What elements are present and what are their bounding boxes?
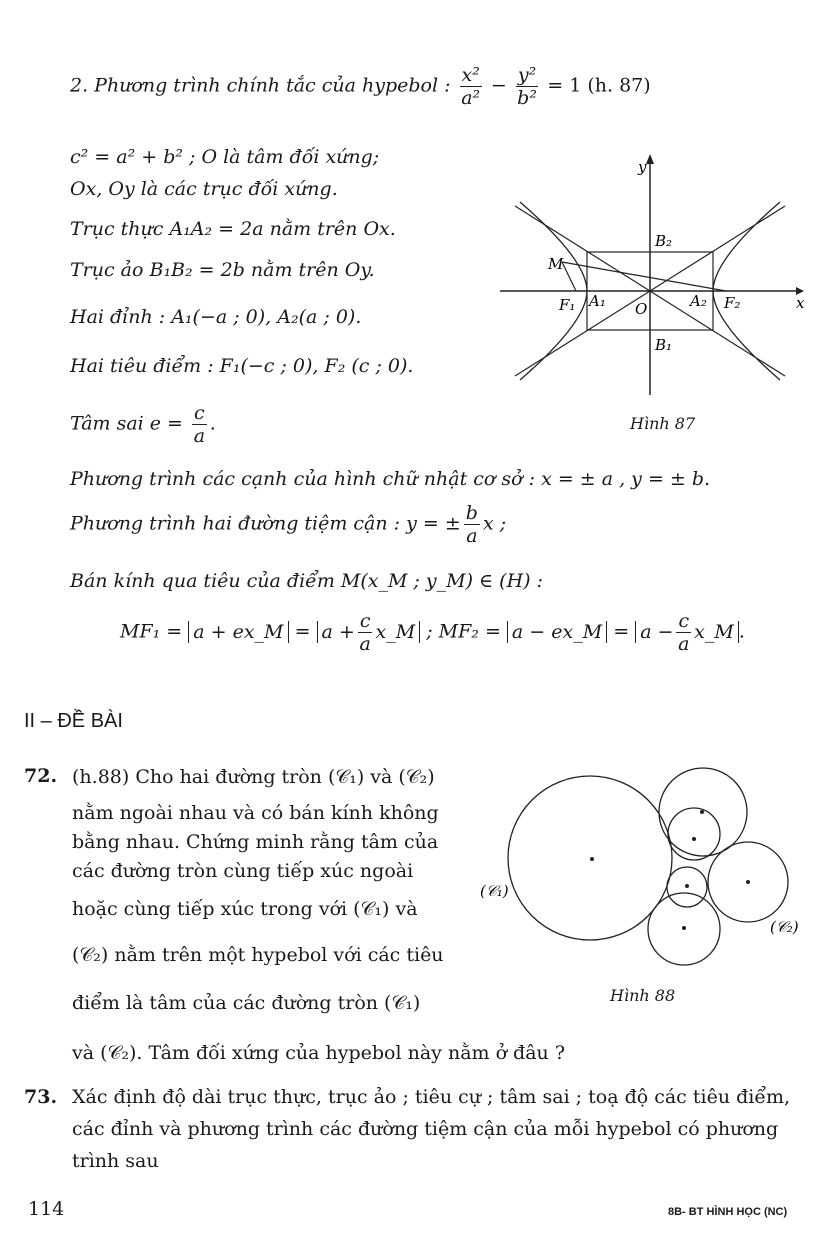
problem-72-line-3: bằng nhau. Chứng minh rằng tâm của bbox=[72, 831, 439, 853]
label-o: O bbox=[635, 300, 648, 318]
center-c2 bbox=[746, 880, 750, 884]
line-vertices: Hai đỉnh : A₁(−a ; 0), A₂(a ; 0). bbox=[70, 306, 362, 328]
asym-denominator: a bbox=[466, 525, 478, 547]
ecc-denominator: a bbox=[193, 425, 206, 447]
ecc-end: . bbox=[209, 412, 216, 435]
focal-radius-formulas bbox=[120, 610, 745, 655]
eccentricity-line bbox=[70, 402, 216, 447]
problem-73-line-1: Xác định độ dài trục thực, trục ảo ; tiêu cự ; tâm sai ; toạ độ các tiêu điểm, bbox=[72, 1086, 791, 1108]
hyperbola-diagram bbox=[500, 150, 810, 400]
figure-87 bbox=[500, 150, 810, 400]
separator: ; bbox=[426, 620, 433, 643]
eccentricity-fraction bbox=[192, 402, 207, 447]
line-foci: Hai tiêu điểm : F₁(−c ; 0), F₂ (c ; 0). bbox=[70, 355, 414, 377]
mf1-fraction bbox=[358, 610, 373, 655]
mf2-abs-1: a − ex_M bbox=[507, 621, 607, 643]
part-2-heading: II – ĐỀ BÀI bbox=[24, 710, 123, 732]
label-f2: F₂ bbox=[724, 294, 741, 312]
asymptotes-line bbox=[70, 502, 506, 547]
eccentricity-label: Tâm sai e = bbox=[70, 412, 183, 435]
problem-72-number: 72. bbox=[24, 765, 58, 787]
label-b2: B₂ bbox=[655, 232, 673, 250]
mf1-frac-den: a bbox=[359, 633, 371, 655]
mf1-label: MF₁ = bbox=[120, 620, 183, 643]
mf2-fraction bbox=[676, 610, 691, 655]
page-number: 114 bbox=[28, 1198, 65, 1220]
asymptote-label: Phương trình hai đường tiệm cận : y = ± bbox=[70, 512, 461, 535]
problem-72-line-1: (h.88) Cho hai đường tròn (𝒞₁) và (𝒞₂) bbox=[72, 766, 435, 788]
rectangle-sides-line: Phương trình các cạnh của hình chữ nhật cơ sở : x = ± a , y = ± b. bbox=[70, 468, 711, 490]
label-f1: F₁ bbox=[559, 296, 576, 314]
problem-72-line-7: điểm là tâm của các đường tròn (𝒞₁) bbox=[72, 992, 421, 1014]
mf2-label: MF₂ = bbox=[438, 620, 501, 643]
asym-numerator: b bbox=[465, 502, 478, 524]
problem-72-line-6: (𝒞₂) nằm trên một hypebol với các tiêu bbox=[72, 944, 444, 966]
line-c-relation: c² = a² + b² ; O là tâm đối xứng; bbox=[70, 146, 380, 168]
problem-73-line-2: các đỉnh và phương trình các đường tiệm cận của mỗi hypebol có phương bbox=[72, 1118, 779, 1140]
focal-line-mf1 bbox=[562, 262, 576, 291]
equals-1: = bbox=[294, 620, 311, 643]
ecc-numerator: c bbox=[194, 402, 205, 424]
label-a1: A₁ bbox=[589, 292, 606, 310]
mf1-frac-num: c bbox=[359, 610, 371, 632]
y-numerator: y² bbox=[517, 64, 537, 86]
line-imaginary-axis: Trục ảo B₁B₂ = 2b nằm trên Oy. bbox=[70, 259, 375, 281]
x-denominator: a² bbox=[461, 87, 481, 109]
mf2-frac-den: a bbox=[678, 633, 690, 655]
y-axis-arrow bbox=[646, 154, 654, 164]
mf1-abs-2 bbox=[317, 610, 421, 655]
x-numerator: x² bbox=[461, 64, 480, 86]
label-y: y bbox=[638, 158, 647, 176]
center-mid-small bbox=[685, 884, 689, 888]
mf2-abs2-pre: a − bbox=[640, 620, 674, 643]
problem-73-number: 73. bbox=[24, 1086, 58, 1108]
x-fraction bbox=[460, 64, 482, 109]
label-m: M bbox=[548, 255, 564, 273]
center-c1 bbox=[590, 857, 594, 861]
center-top-large bbox=[700, 810, 704, 814]
intro-text: 2. Phương trình chính tắc của hypebol : bbox=[70, 74, 451, 97]
mf2-abs2-post: x_M bbox=[694, 620, 734, 643]
center-top-small bbox=[692, 837, 696, 841]
label-a2: A₂ bbox=[690, 292, 707, 310]
mf2-frac-num: c bbox=[678, 610, 690, 632]
problem-73-line-3: trình sau bbox=[72, 1150, 159, 1172]
y-fraction bbox=[516, 64, 538, 109]
problem-72-line-4: các đường tròn cùng tiếp xúc ngoài bbox=[72, 860, 414, 882]
equals-2: = bbox=[613, 620, 630, 643]
label-x: x bbox=[796, 294, 805, 312]
mf1-abs-1: a + ex_M bbox=[188, 621, 288, 643]
figure-88 bbox=[480, 760, 810, 980]
label-b1: B₁ bbox=[655, 336, 673, 354]
label-c1: (𝒞₁) bbox=[480, 882, 509, 900]
asym-end: x ; bbox=[482, 512, 507, 535]
problem-72-line-8: và (𝒞₂). Tâm đối xứng của hypebol này nằm ở đâu ? bbox=[72, 1042, 566, 1064]
hyperbola-equation-line bbox=[70, 64, 651, 109]
mf1-abs2-pre: a + bbox=[321, 620, 355, 643]
end-dot: . bbox=[738, 620, 745, 643]
line-symmetry-axes: Ox, Oy là các trục đối xứng. bbox=[70, 178, 338, 200]
mf2-abs-2 bbox=[635, 610, 739, 655]
label-c2: (𝒞₂) bbox=[770, 918, 799, 936]
focal-radius-line: Bán kính qua tiêu của điểm M(x_M ; y_M) ∈ (H) : bbox=[70, 570, 543, 592]
y-denominator: b² bbox=[517, 87, 537, 109]
equation-rhs: = 1 (h. 87) bbox=[547, 74, 651, 97]
line-real-axis: Trục thực A₁A₂ = 2a nằm trên Ox. bbox=[70, 218, 396, 240]
minus-sign: − bbox=[490, 74, 507, 97]
problem-72-line-2: nằm ngoài nhau và có bán kính không bbox=[72, 802, 439, 824]
figure-87-caption: Hình 87 bbox=[630, 414, 696, 433]
figure-88-caption: Hình 88 bbox=[610, 986, 676, 1005]
circles-diagram bbox=[480, 760, 810, 980]
footer-book-title: 8B- BT HÌNH HỌC (NC) bbox=[668, 1206, 788, 1218]
circle-top-small bbox=[668, 808, 720, 860]
problem-72-line-5: hoặc cùng tiếp xúc trong với (𝒞₁) và bbox=[72, 898, 418, 920]
center-bottom bbox=[682, 926, 686, 930]
mf1-abs2-post: x_M bbox=[375, 620, 416, 643]
asymptote-fraction bbox=[464, 502, 480, 547]
circle-c1 bbox=[508, 776, 672, 940]
